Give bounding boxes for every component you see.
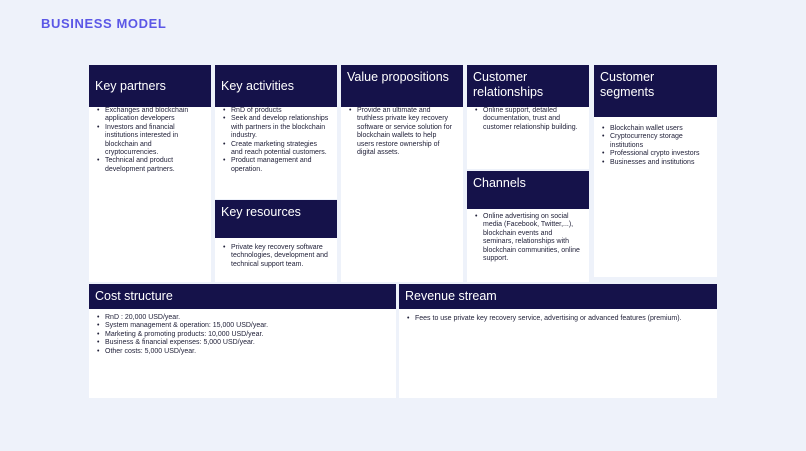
key-partners-item: • Exchanges and blockchain application developers — [97, 107, 203, 124]
customer-segments-item: • Blockchain wallet users — [602, 125, 709, 133]
customer-segments-title: Customer segments — [600, 70, 655, 99]
revenue-stream-card — [399, 284, 717, 398]
customer-segments-item: • Cryptocurrency storage institutions — [602, 133, 709, 150]
customer-relationships-item: • Online support, detailed documentation, trust and customer relationship building. — [475, 107, 581, 132]
cost-structure-item: • Marketing & promoting products: 10,000 USD/year. — [97, 331, 388, 339]
customer-segments-header — [594, 65, 717, 117]
customer-segments-item: • Professional crypto investors — [602, 150, 709, 158]
key-activities-item: • Create marketing strategies and reach potential customers. — [223, 141, 329, 158]
cost-structure-item: • Other costs: 5,000 USD/year. — [97, 348, 388, 356]
revenue-stream-list — [399, 309, 717, 323]
key-partners-list — [89, 107, 211, 174]
channels-list — [467, 209, 589, 263]
cost-structure-item: • Business & financial expenses: 5,000 USD/year. — [97, 339, 388, 347]
key-activities-list — [215, 107, 337, 174]
cost-structure-header — [89, 284, 396, 309]
revenue-stream-title: Revenue stream — [405, 289, 497, 303]
channels-card — [467, 171, 589, 282]
customer-segments-item: • Businesses and institutions — [602, 159, 709, 167]
channels-header — [467, 171, 589, 209]
cost-structure-item: • RnD : 20,000 USD/year. — [97, 314, 388, 322]
customer-relationships-card — [467, 65, 589, 169]
key-partners-item: • Investors and financial institutions interested in blockchain and cryptocurrencies. — [97, 124, 203, 158]
value-propositions-item: • Provide an ultimate and truthless private key recovery software or service solution for blockchain wallets to help users restore ownership of digital assets. — [349, 107, 455, 157]
customer-relationships-list — [467, 107, 589, 132]
key-activities-item: • Product management and operation. — [223, 157, 329, 174]
cost-structure-item: • System management & operation: 15,000 USD/year. — [97, 322, 388, 330]
key-activities-item: • RnD of products — [223, 107, 329, 115]
revenue-stream-item: • Fees to use private key recovery service, advertising or advanced features (premium). — [407, 315, 709, 323]
key-resources-title: Key resources — [221, 205, 301, 219]
page-title: BUSINESS MODEL — [41, 16, 167, 31]
key-activities-card — [215, 65, 337, 199]
cost-structure-list — [89, 309, 396, 356]
key-partners-card — [89, 65, 211, 282]
key-activities-header — [215, 65, 337, 107]
value-propositions-card — [341, 65, 463, 282]
customer-segments-list — [594, 117, 717, 167]
key-resources-header — [215, 200, 337, 238]
key-partners-header — [89, 65, 211, 107]
key-activities-item: • Seek and develop relationships with partners in the blockchain industry. — [223, 115, 329, 140]
value-propositions-header — [341, 65, 463, 107]
key-resources-item: • Private key recovery software technologies, development and technical support team. — [223, 244, 329, 269]
cost-structure-card — [89, 284, 396, 398]
key-partners-item: • Technical and product development partners. — [97, 157, 203, 174]
channels-title: Channels — [473, 176, 526, 190]
key-activities-title: Key activities — [221, 78, 294, 93]
revenue-stream-header — [399, 284, 717, 309]
cost-structure-title: Cost structure — [95, 289, 173, 303]
value-propositions-title: Value propositions — [347, 70, 449, 84]
key-resources-card — [215, 200, 337, 282]
customer-relationships-title: Customer relationships — [473, 70, 544, 99]
key-partners-title: Key partners — [95, 78, 166, 93]
customer-relationships-header — [467, 65, 589, 107]
channels-item: • Online advertising on social media (Facebook, Twitter,...), blockchain events and seminars, relationships with blockchain communities, online support. — [475, 213, 581, 263]
customer-segments-card — [594, 65, 717, 277]
value-propositions-list — [341, 107, 463, 157]
key-resources-list — [215, 238, 337, 269]
